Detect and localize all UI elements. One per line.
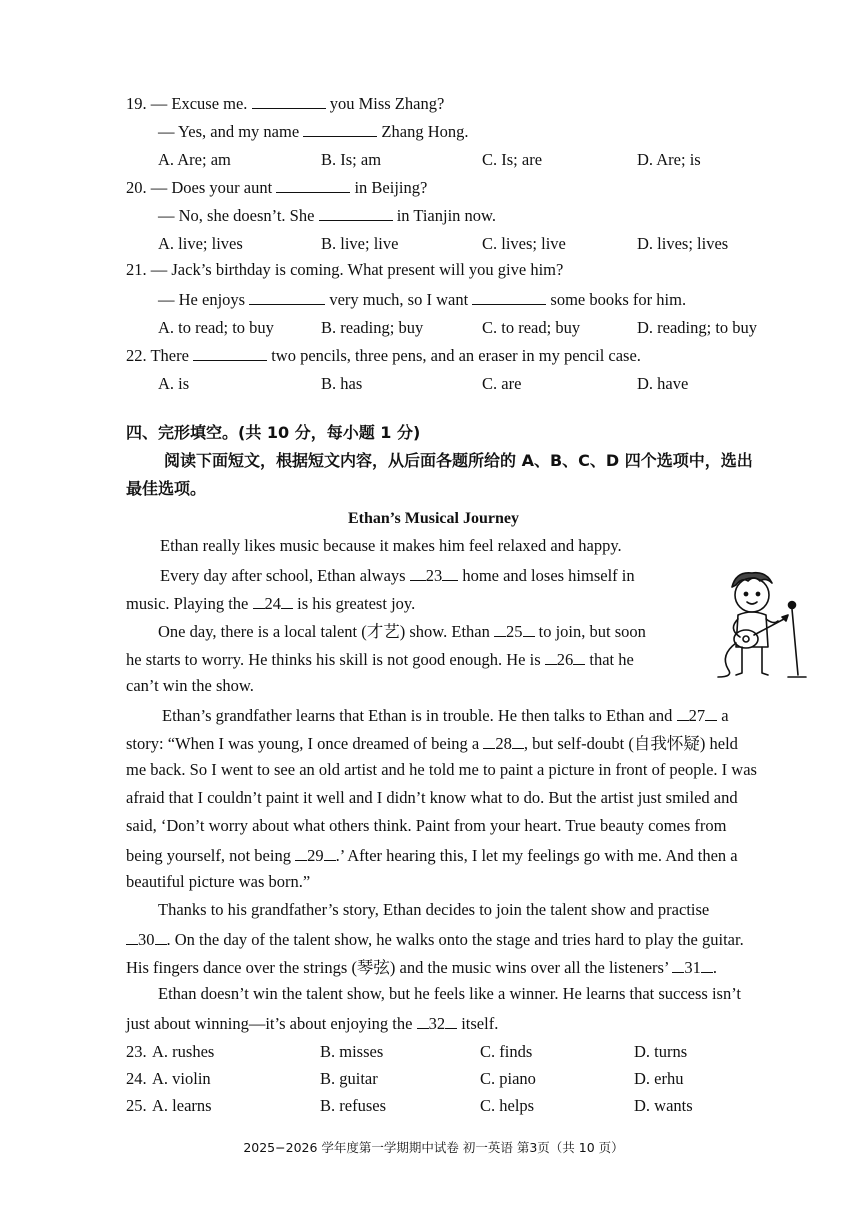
option-d[interactable]: D. have: [637, 374, 689, 393]
option-d[interactable]: D. Are; is: [637, 150, 701, 169]
answer-blank: [252, 94, 326, 109]
question-20-line-1: 20. — Does your aunt in Beijing?: [126, 178, 428, 197]
question-21-line-2: — He enjoys very much, so I want some books for him.: [158, 290, 687, 309]
boy-guitar-illustration: [706, 565, 816, 685]
passage-line: afraid that I couldn’t paint it well and I didn’t know what to do. But the artist just smiled and: [126, 788, 738, 807]
option-b[interactable]: B. misses: [320, 1042, 384, 1061]
option-c[interactable]: C. piano: [480, 1069, 536, 1088]
blank-number: 25: [506, 622, 523, 641]
option-c[interactable]: C. lives; live: [482, 234, 566, 253]
question-20-options: [0, 234, 867, 252]
option-a[interactable]: A. learns: [152, 1096, 212, 1115]
section-instruction-cont: 最佳选项。: [126, 479, 207, 498]
section-heading: 四、完形填空。(共 10 分，每小题 1 分): [126, 423, 421, 442]
blank-number: 27: [688, 706, 706, 725]
question-22-options: [0, 374, 867, 392]
question-21-line-1: 21. — Jack’s birthday is coming. What present will you give him?: [126, 260, 564, 279]
answer-blank: [276, 178, 350, 193]
option-d[interactable]: D. erhu: [634, 1069, 684, 1088]
option-a[interactable]: A. live; lives: [158, 234, 243, 253]
passage-line: His fingers dance over the strings (琴弦) and the music wins over all the listeners’ 31 .: [126, 958, 717, 977]
option-b[interactable]: B. guitar: [320, 1069, 378, 1088]
passage-line: music. Playing the 24 is his greatest joy.: [126, 594, 416, 613]
passage-line: story: “When I was young, I once dreamed of being a 28 , but self-doubt (自我怀疑) held: [126, 734, 738, 753]
passage-line: One day, there is a local talent (才艺) show. Ethan 25 to join, but soon: [158, 622, 646, 641]
option-d[interactable]: D. lives; lives: [637, 234, 729, 253]
blank-number: 24: [264, 594, 281, 613]
passage-line: Ethan really likes music because it makes him feel relaxed and happy.: [160, 536, 622, 555]
passage-line: Thanks to his grandfather’s story, Ethan decides to join the talent show and practise: [158, 900, 710, 919]
passage-line: Ethan doesn’t win the talent show, but he feels like a winner. He learns that success isn’t: [158, 984, 742, 1003]
option-d[interactable]: D. wants: [634, 1096, 693, 1115]
answer-blank: [472, 290, 546, 305]
question-19-line-1: 19. — Excuse me. you Miss Zhang?: [126, 94, 445, 113]
option-b[interactable]: B. Is; am: [321, 150, 382, 169]
option-b[interactable]: B. refuses: [320, 1096, 386, 1115]
passage-line: Every day after school, Ethan always 23 home and loses himself in: [160, 566, 635, 585]
page-footer: 2025−2026 学年度第一学期期中试卷 初一英语 第3页（共 10 页）: [243, 1140, 624, 1155]
option-c[interactable]: C. are: [482, 374, 522, 393]
blank-number: 26: [556, 650, 574, 669]
question-19-line-2: — Yes, and my name Zhang Hong.: [158, 122, 469, 141]
passage-line: beautiful picture was born.”: [126, 872, 311, 891]
option-b[interactable]: B. has: [321, 374, 363, 393]
option-a[interactable]: A. is: [158, 374, 190, 393]
question-20-line-2: — No, she doesn’t. She in Tianjin now.: [158, 206, 497, 225]
question-19-options: [0, 150, 867, 168]
option-a[interactable]: A. to read; to buy: [158, 318, 274, 337]
option-c[interactable]: C. Is; are: [482, 150, 543, 169]
passage-line: Ethan’s grandfather learns that Ethan is in trouble. He then talks to Ethan and 27 a: [162, 706, 729, 725]
passage-line: can’t win the show.: [126, 676, 254, 695]
cloze-options-24: 24. A. violin B. guitar C. piano D. erhu: [126, 1069, 684, 1088]
blank-number: 32: [428, 1014, 446, 1033]
blank-number: 29: [307, 846, 324, 865]
option-d[interactable]: D. reading; to buy: [637, 318, 758, 337]
blank-number: 23: [425, 566, 443, 585]
answer-blank: [249, 290, 325, 305]
question-22-line-1: 22. There two pencils, three pens, and an eraser in my pencil case.: [126, 346, 641, 365]
cloze-options-23: 23. A. rushes B. misses C. finds D. turns: [126, 1042, 688, 1061]
option-c[interactable]: C. to read; buy: [482, 318, 581, 337]
question-21-options: [0, 318, 867, 336]
section-instruction: 阅读下面短文，根据短文内容，从后面各题所给的 A、B、C、D 四个选项中，选出: [164, 451, 753, 470]
cloze-options-25: 25. A. learns B. refuses C. helps D. wants: [126, 1096, 693, 1115]
blank-number: 30: [138, 930, 155, 949]
option-b[interactable]: B. reading; buy: [321, 318, 424, 337]
passage-line: just about winning—it’s about enjoying the 32 itself.: [126, 1014, 499, 1033]
passage-line: me back. So I went to see an old artist and he told me to paint a picture in front of people. I was: [126, 760, 757, 779]
option-a[interactable]: A. Are; am: [158, 150, 231, 169]
blank-number: 31: [684, 958, 701, 977]
answer-blank: [319, 206, 393, 221]
passage-line: being yourself, not being 29 .’ After hearing this, I let my feelings go with me. And then a: [126, 846, 738, 865]
passage-line: said, ‘Don’t worry about what others think. Paint from your heart. True beauty comes from: [126, 816, 727, 835]
passage-title: Ethan’s Musical Journey: [348, 510, 519, 527]
blank-number: 28: [495, 734, 512, 753]
option-b[interactable]: B. live; live: [321, 234, 399, 253]
option-a[interactable]: A. violin: [152, 1069, 211, 1088]
option-a[interactable]: A. rushes: [152, 1042, 215, 1061]
passage-line: 30 . On the day of the talent show, he walks onto the stage and tries hard to play the guitar.: [126, 930, 744, 949]
passage-line: he starts to worry. He thinks his skill is not good enough. He is 26 that he: [126, 650, 634, 669]
option-d[interactable]: D. turns: [634, 1042, 688, 1061]
answer-blank: [303, 122, 377, 137]
option-c[interactable]: C. finds: [480, 1042, 533, 1061]
answer-blank: [193, 346, 267, 361]
option-c[interactable]: C. helps: [480, 1096, 535, 1115]
